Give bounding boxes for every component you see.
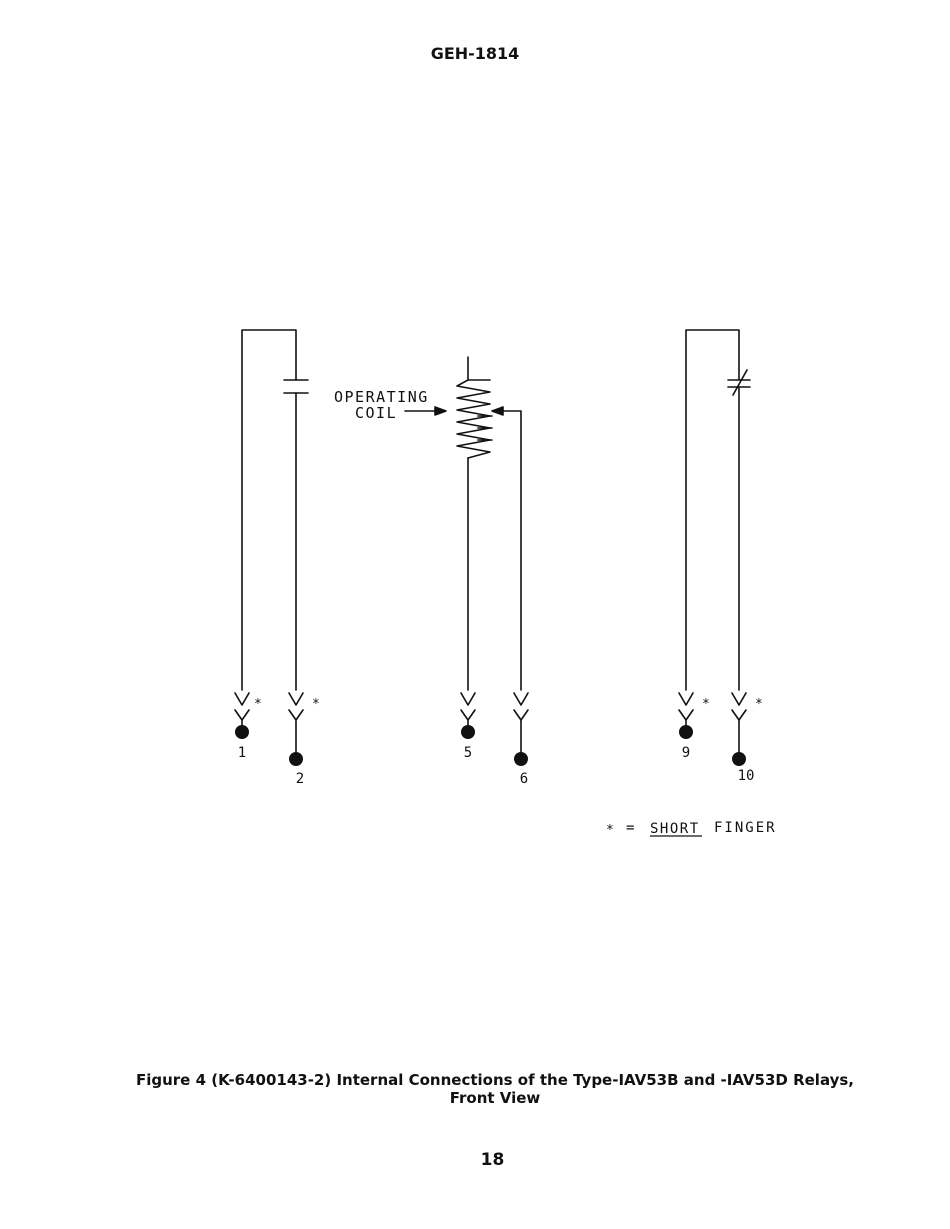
page-number: 18	[480, 1150, 505, 1170]
terminal-label-9: 9	[681, 745, 691, 761]
jaw-lower-5	[461, 710, 475, 720]
terminal-label-2: 2	[295, 771, 305, 787]
jaw-upper-5	[461, 693, 475, 705]
document-number: GEH-1814	[430, 44, 520, 63]
tap-arrowhead	[492, 407, 503, 415]
contact-circuit-1-2	[242, 330, 308, 690]
operating-coil-label-line1: OPERATING	[334, 388, 429, 406]
legend-word-short: SHORT	[650, 821, 700, 837]
coil-winding	[457, 380, 490, 458]
terminal-dot-1	[235, 725, 249, 739]
jaw-lower-10	[732, 710, 746, 720]
wire-6	[502, 411, 521, 690]
terminal-dot-9	[679, 725, 693, 739]
jaw-upper-9	[679, 693, 693, 705]
operating-coil-circuit	[405, 357, 521, 690]
nc-contact-slash	[733, 370, 747, 395]
terminal-dot-10	[732, 752, 746, 766]
jaw-upper-2	[289, 693, 303, 705]
terminal-dot-6	[514, 752, 528, 766]
terminal-label-10: 10	[737, 768, 755, 784]
legend-symbol: *	[606, 823, 614, 838]
short-finger-mark-9: *	[702, 697, 710, 712]
figure-caption-line1: Figure 4 (K-6400143-2) Internal Connections of the Type-IAV53B and -IAV53D Relays,	[135, 1071, 855, 1089]
legend-equals: =	[626, 820, 635, 836]
terminal-dot-2	[289, 752, 303, 766]
terminal-label-1: 1	[237, 745, 247, 761]
jaw-lower-1	[235, 710, 249, 720]
legend	[606, 820, 777, 838]
short-finger-mark-1: *	[254, 697, 262, 712]
jaw-lower-2	[289, 710, 303, 720]
terminal-dot-5	[461, 725, 475, 739]
figure-caption	[100, 1071, 890, 1107]
jaw-upper-6	[514, 693, 528, 705]
short-finger-mark-10: *	[755, 697, 763, 712]
terminal-label-6: 6	[519, 771, 529, 787]
wire-9	[686, 330, 739, 690]
legend-word-finger: FINGER	[714, 820, 777, 836]
contact-circuit-9-10	[686, 330, 750, 690]
coil-label-arrowhead	[435, 407, 446, 415]
jaw-upper-10	[732, 693, 746, 705]
short-finger-mark-2: *	[312, 697, 320, 712]
wire-1	[242, 330, 296, 690]
jaw-lower-6	[514, 710, 528, 720]
figure-caption-line2: Front View	[449, 1089, 541, 1107]
jaw-lower-9	[679, 710, 693, 720]
operating-coil-label-line2: COIL	[355, 404, 398, 422]
terminal-label-5: 5	[463, 745, 473, 761]
jaw-upper-1	[235, 693, 249, 705]
